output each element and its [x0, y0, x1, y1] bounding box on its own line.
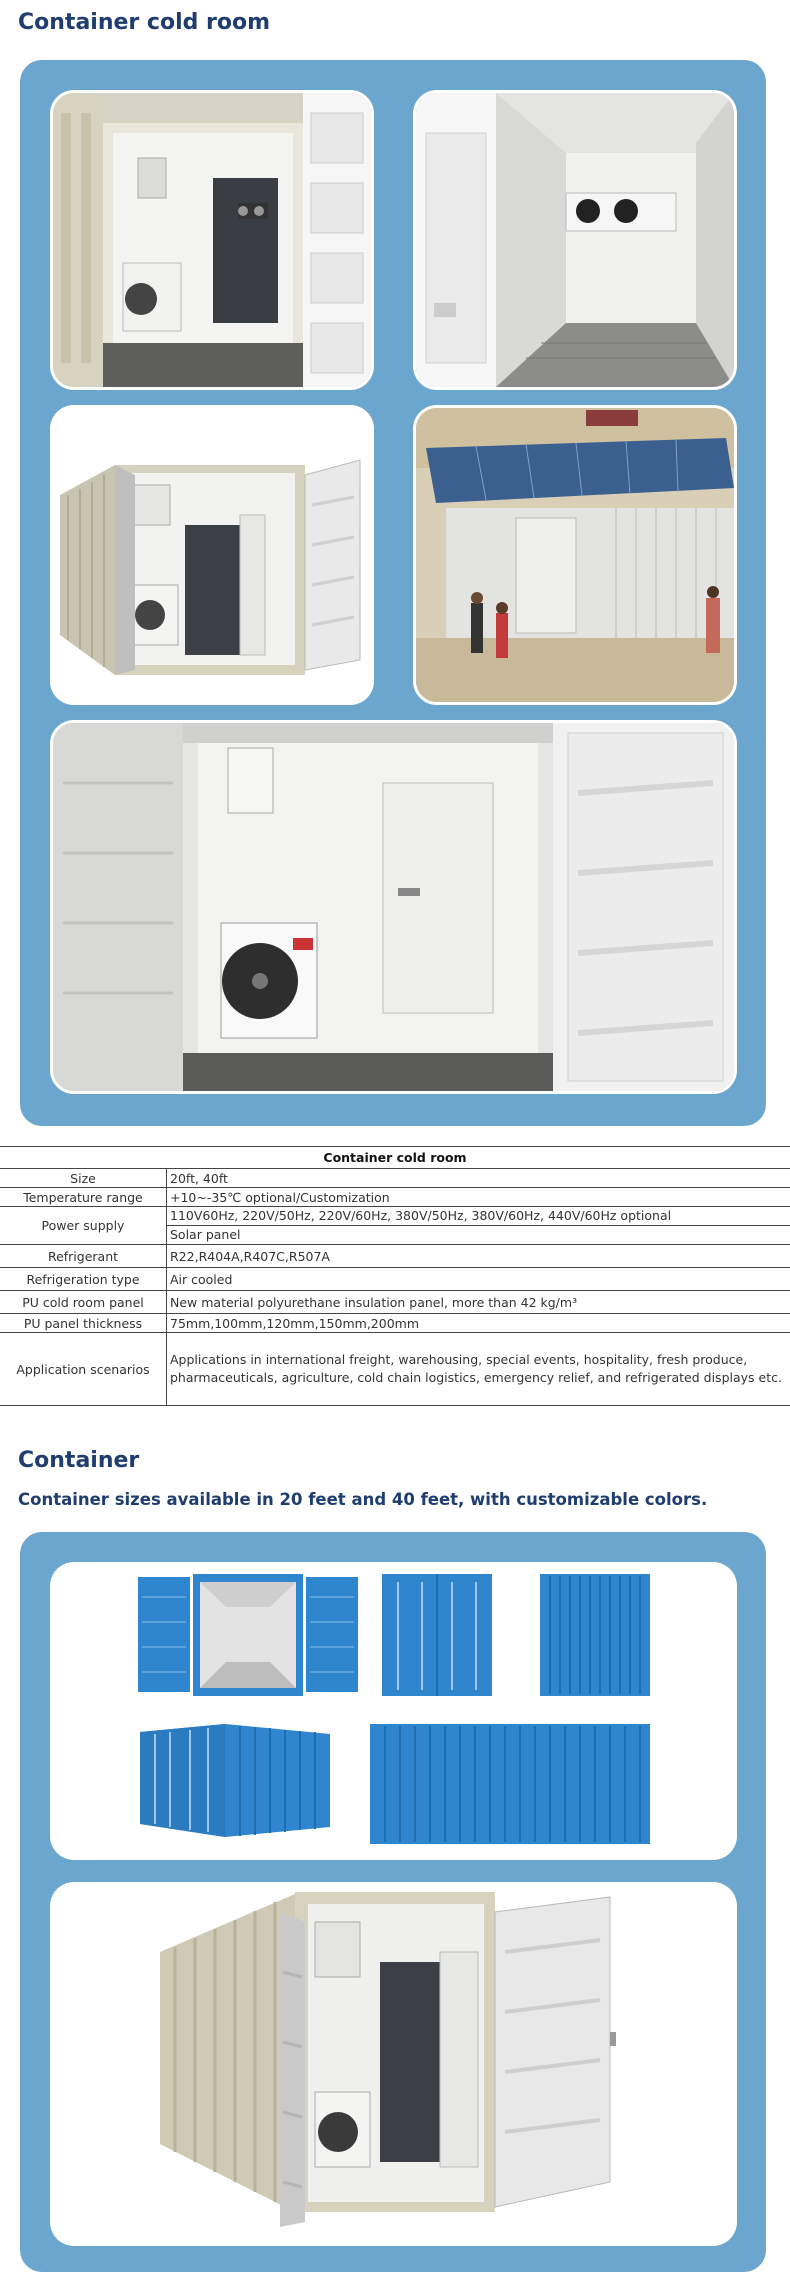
row-value: Air cooled — [167, 1268, 790, 1291]
table-row — [0, 1333, 790, 1406]
row-value: 20ft, 40ft — [167, 1169, 790, 1188]
section-title-cold-room: Container cold room — [18, 10, 271, 35]
row-label: Power supply — [0, 1207, 167, 1245]
table-row — [0, 1188, 790, 1207]
row-label: Temperature range — [0, 1188, 167, 1207]
section-title-container: Container — [18, 1448, 140, 1473]
condensing-unit-photo — [50, 720, 737, 1094]
section-subtitle: Container sizes available in 20 feet and 40 feet, with customizable colors. — [18, 1490, 708, 1509]
table-row — [0, 1268, 790, 1291]
row-value: +10~-35℃ optional/Customization — [167, 1188, 790, 1207]
photo-gallery-panel — [20, 60, 766, 1126]
open-container-cold-room-photo — [50, 405, 374, 705]
row-value: 110V60Hz, 220V/50Hz, 220V/60Hz, 380V/50Hz, 380V/60Hz, 440V/60Hz optional — [167, 1207, 790, 1226]
row-label: Refrigerant — [0, 1245, 167, 1268]
row-label: PU cold room panel — [0, 1291, 167, 1314]
table-row — [0, 1207, 790, 1245]
table-row — [0, 1245, 790, 1268]
blue-containers-photo — [50, 1562, 737, 1860]
row-value: 75mm,100mm,120mm,150mm,200mm — [167, 1314, 790, 1333]
table-header-row — [0, 1147, 790, 1169]
row-value-secondary: Solar panel — [170, 1227, 241, 1242]
beige-container-photo — [50, 1882, 737, 2246]
row-label: Application scenarios — [0, 1333, 167, 1406]
table-row — [0, 1314, 790, 1333]
row-value: New material polyurethane insulation panel, more than 42 kg/m³ — [167, 1291, 790, 1314]
row-label: PU panel thickness — [0, 1314, 167, 1333]
cold-room-interior-photo — [50, 90, 374, 390]
table-row — [0, 1291, 790, 1314]
row-label: Refrigeration type — [0, 1268, 167, 1291]
spec-table — [0, 1146, 790, 1406]
row-value: R22,R404A,R407C,R507A — [167, 1245, 790, 1268]
row-value: Applications in international freight, warehousing, special events, hospitality, fresh produce, pharmaceuticals, agriculture, cold chain logistics, emergency relief, and refrigerated displays etc. — [167, 1333, 790, 1406]
table-caption: Container cold room — [0, 1147, 790, 1169]
container-gallery-panel — [20, 1532, 766, 2272]
row-value-split — [167, 1207, 790, 1245]
solar-container-photo — [413, 405, 737, 705]
table-row — [0, 1169, 790, 1188]
evaporator-interior-photo — [413, 90, 737, 390]
row-label: Size — [0, 1169, 167, 1188]
